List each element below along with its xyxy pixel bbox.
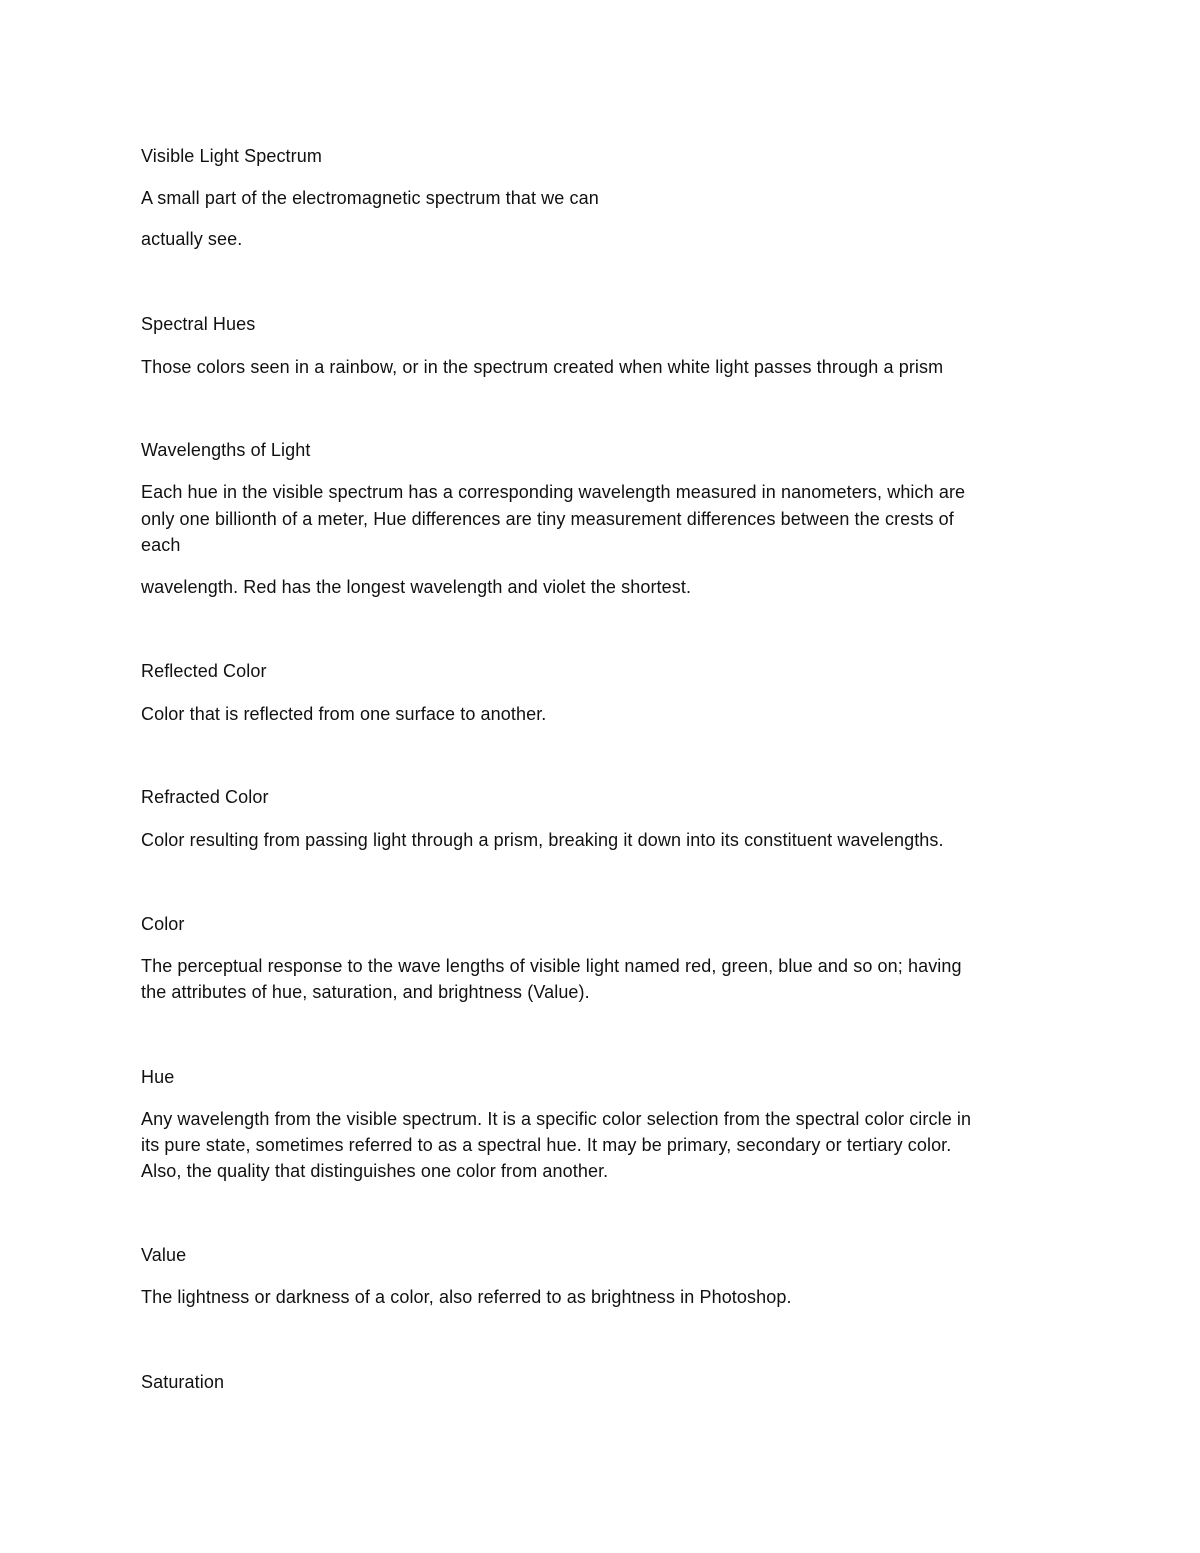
heading-spectral-hues: Spectral Hues [141,314,256,334]
heading-reflected-color: Reflected Color [141,661,267,681]
paragraph-line: The perceptual response to the wave lengths of visible light named red, green, blue and so on; having [141,956,962,976]
heading-color: Color [141,914,185,934]
paragraph-line: actually see. [141,229,243,249]
heading-hue: Hue [141,1067,175,1087]
paragraph-line: Any wavelength from the visible spectrum. It is a specific color selection from the spectral color circle in [141,1109,972,1129]
paragraph-line: only one billionth of a meter, Hue differences are tiny measurement differences between the crests of [141,509,954,529]
heading-value: Value [141,1245,187,1265]
paragraph-line: The lightness or darkness of a color, also referred to as brightness in Photoshop. [141,1287,792,1307]
paragraph-line: A small part of the electromagnetic spectrum that we can [141,188,599,208]
paragraph-line: each [141,535,181,555]
heading-refracted-color: Refracted Color [141,787,269,807]
paragraph-line: Each hue in the visible spectrum has a corresponding wavelength measured in nanometers, which are [141,482,966,502]
paragraph-line: the attributes of hue, saturation, and brightness (Value). [141,982,590,1002]
paragraph-line: Those colors seen in a rainbow, or in the spectrum created when white light passes through a prism [141,357,944,377]
paragraph-line: Color resulting from passing light through a prism, breaking it down into its constituent wavelengths. [141,830,944,850]
heading-saturation: Saturation [141,1372,225,1392]
paragraph-line: wavelength. Red has the longest wavelength and violet the shortest. [141,577,692,597]
heading-visible-light-spectrum: Visible Light Spectrum [141,146,322,166]
paragraph-line: Also, the quality that distinguishes one color from another. [141,1161,609,1181]
heading-wavelengths-of-light: Wavelengths of Light [141,440,311,460]
paragraph-line: its pure state, sometimes referred to as a spectral hue. It may be primary, secondary or tertiary color. [141,1135,952,1155]
paragraph-line: Color that is reflected from one surface to another. [141,704,547,724]
